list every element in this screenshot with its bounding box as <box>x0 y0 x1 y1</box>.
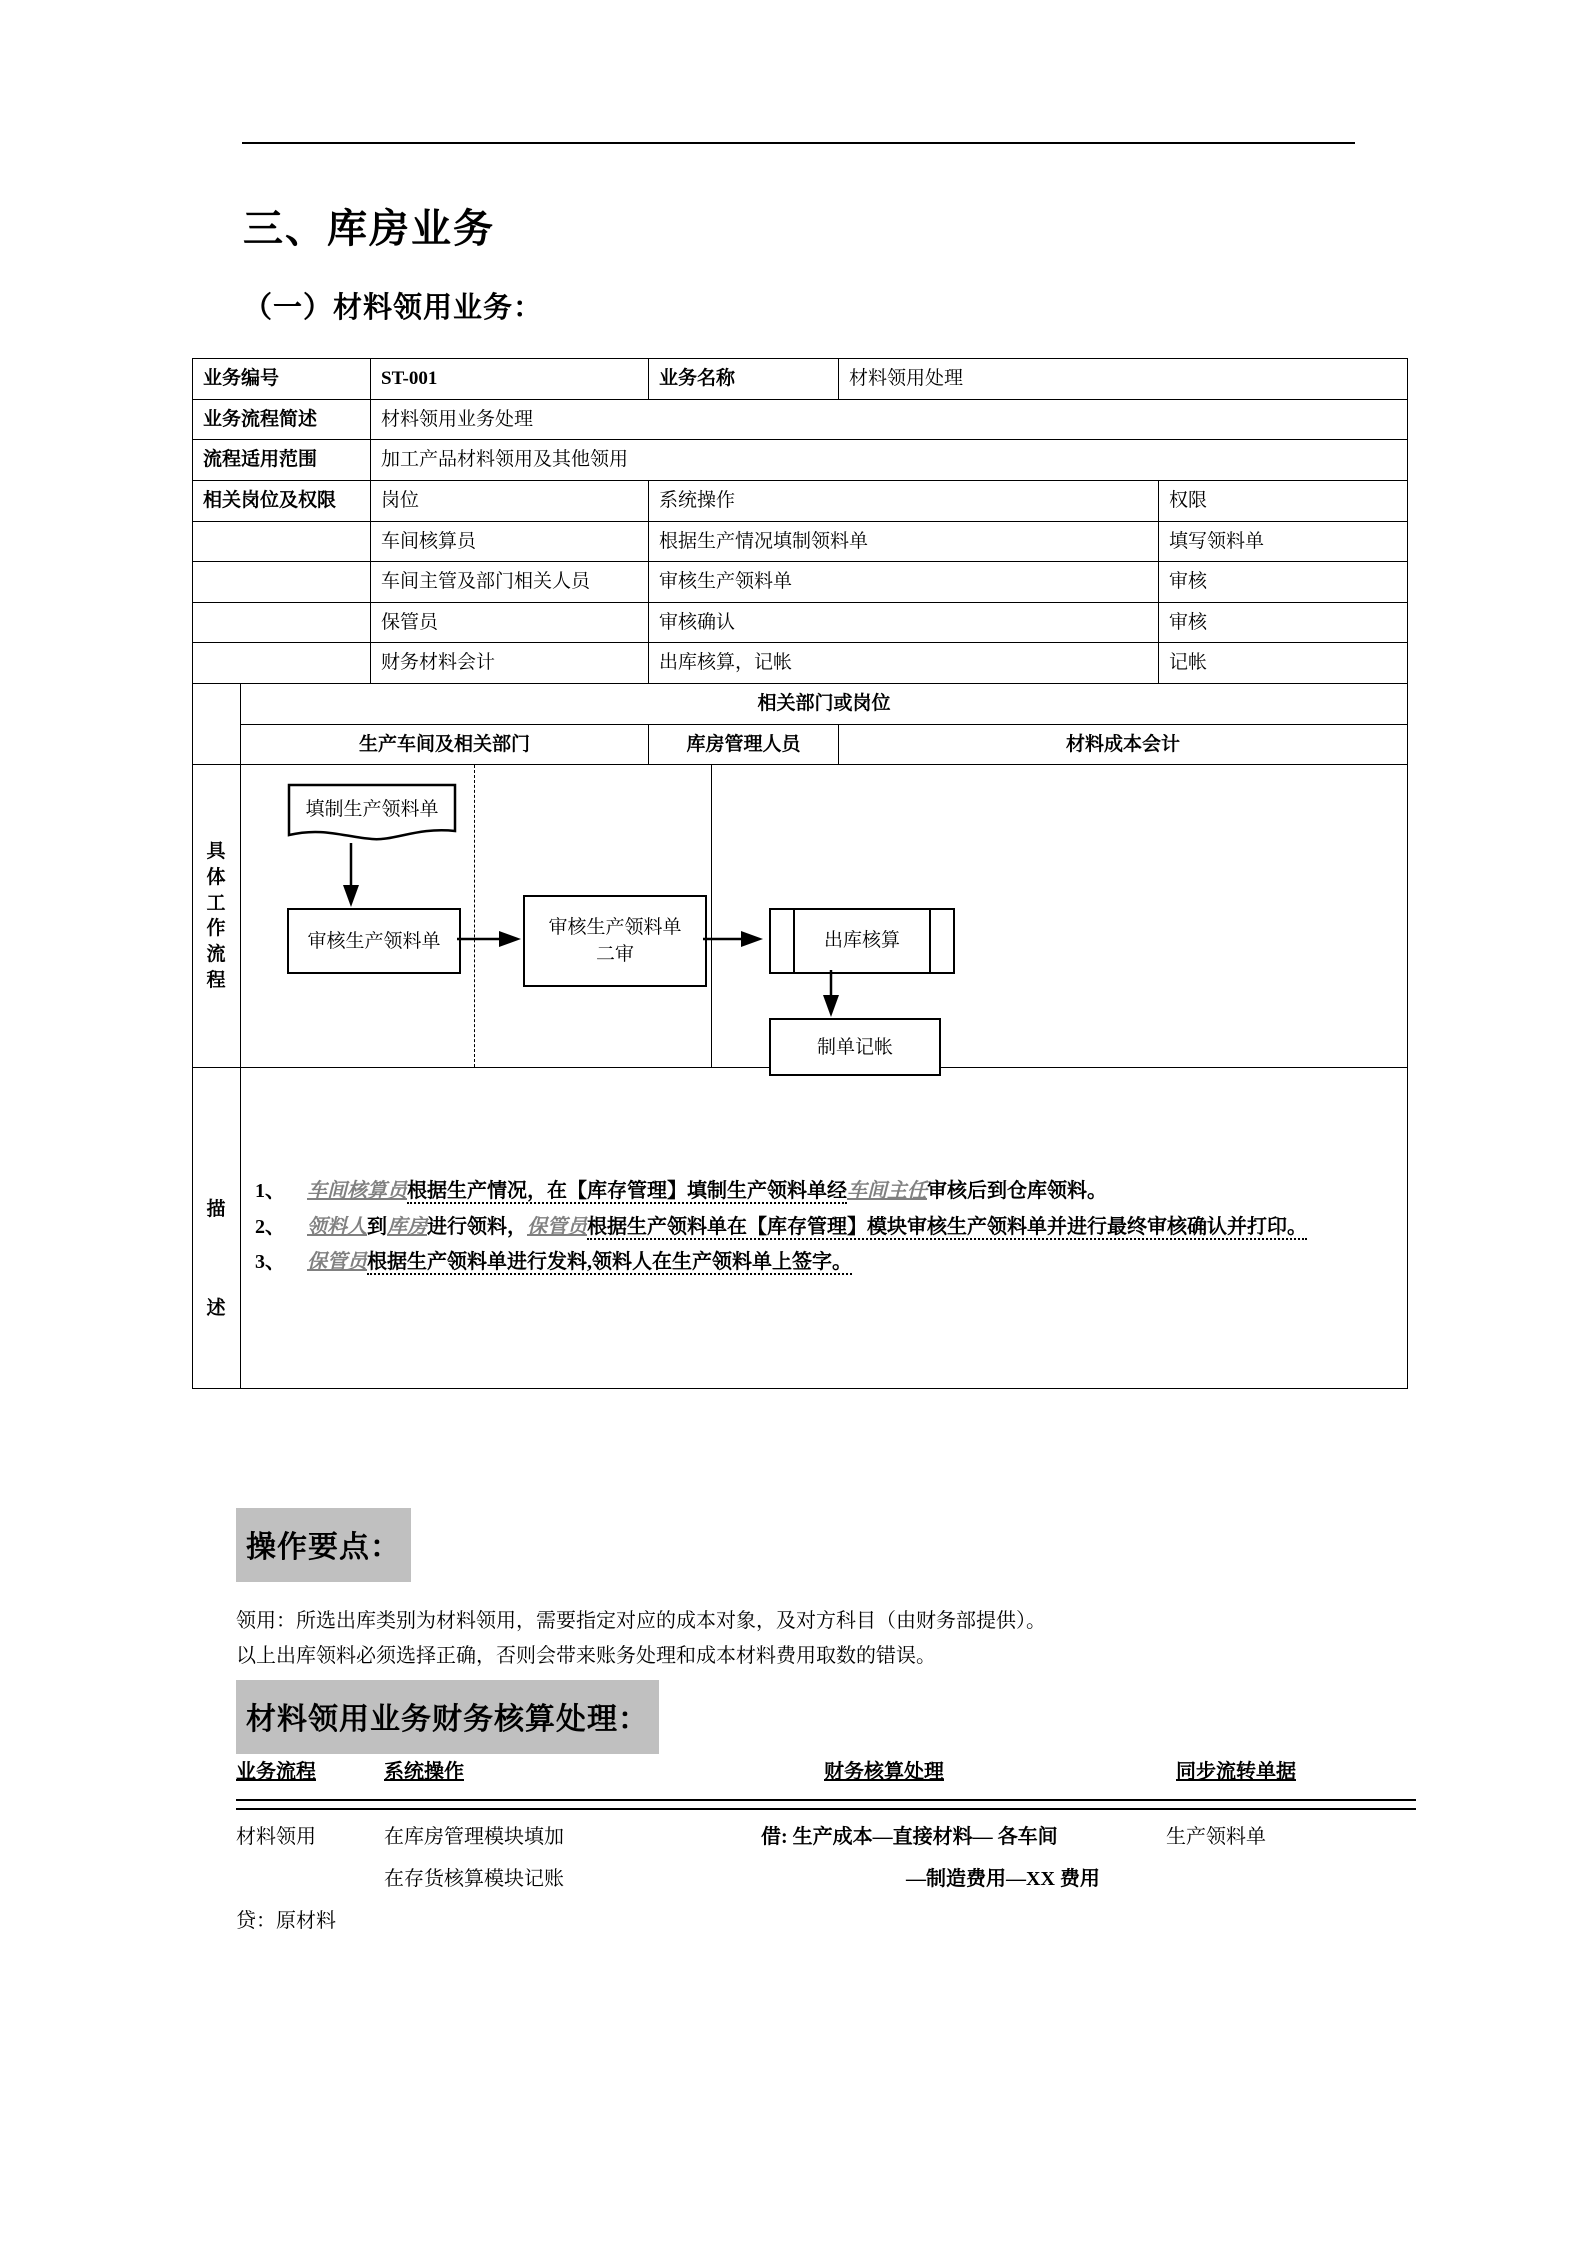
table-row-description <box>193 1068 1408 1389</box>
role-operation: 出库核算，记帐 <box>649 643 1159 684</box>
description-text: 根据生产情况，在【库存管理】填制生产领料单经 <box>407 1180 847 1203</box>
role-authority: 记帐 <box>1159 643 1408 684</box>
description-item-1 <box>255 1175 1395 1207</box>
table-row-roles-header <box>193 480 1408 521</box>
accounting-cell-process: 材料领用 <box>236 1824 316 1848</box>
table-row-code <box>193 359 1408 400</box>
role-post: 车间主管及部门相关人员 <box>371 562 649 603</box>
page-title: 三、库房业务 <box>243 206 495 252</box>
flow-node-label: 审核生产领料单 <box>307 930 441 952</box>
key-points-line-2: 以上出库领料必须选择正确，否则会带来账务处理和成本材料费用取数的错误。 <box>236 1643 936 1667</box>
description-text: 根据生产领料单进行发料,领料人在生产领料单上签字。 <box>367 1251 852 1274</box>
table-row-summary <box>193 399 1408 440</box>
flow-node-voucher <box>769 1018 941 1076</box>
description-text: 审核后到仓库领料。 <box>927 1180 1107 1203</box>
accounting-header-document: 同步流转单据 <box>1176 1759 1296 1783</box>
table-row-flowchart <box>193 765 1408 1068</box>
description-number: 3、 <box>255 1251 285 1274</box>
table-row <box>193 643 1408 684</box>
description-number: 2、 <box>255 1215 285 1238</box>
roles-header-authority: 权限 <box>1159 480 1408 521</box>
flow-node-label-line2: 二审 <box>595 944 634 966</box>
flowchart <box>241 765 1407 1067</box>
roles-header-operation: 系统操作 <box>649 480 1159 521</box>
label-roles-authority: 相关岗位及权限 <box>193 480 371 521</box>
label-work-flow: 具 体 工 作 流 程 <box>193 765 241 1068</box>
table-row <box>193 521 1408 562</box>
role-authority: 填写领料单 <box>1159 521 1408 562</box>
department-accounting: 材料成本会计 <box>839 724 1408 765</box>
accounting-credit-row <box>236 1904 1416 1946</box>
accounting-header-row <box>236 1755 1416 1795</box>
accounting-title: 材料领用业务财务核算处理： <box>236 1680 659 1754</box>
value-process-scope: 加工产品材料领用及其他领用 <box>371 440 1408 481</box>
key-points-line-1: 领用：所选出库类别为材料领用，需要指定对应的成本对象，及对方科目（由财务部提供）。 <box>236 1608 1046 1632</box>
accounting-row <box>236 1820 1416 1862</box>
roles-spacer <box>193 562 371 603</box>
roles-header-post: 岗位 <box>371 480 649 521</box>
accounting-cell-operation: 在存货核算模块记账 <box>384 1866 564 1890</box>
roles-spacer <box>193 602 371 643</box>
description-number: 1、 <box>255 1180 285 1203</box>
key-points-title: 操作要点： <box>236 1508 411 1582</box>
role-mention: 保管员 <box>527 1215 587 1238</box>
accounting-header-rule <box>236 1799 1416 1810</box>
role-post: 财务材料会计 <box>371 643 649 684</box>
label-business-name: 业务名称 <box>649 359 839 400</box>
role-post: 车间核算员 <box>371 521 649 562</box>
value-process-summary: 材料领用业务处理 <box>371 399 1408 440</box>
accounting-credit-line: 贷：原材料 <box>236 1908 336 1932</box>
description-text: 到 <box>367 1215 387 1238</box>
flow-node-label: 填制生产领料单 <box>305 799 439 821</box>
accounting-cell-document: 生产领料单 <box>1166 1824 1266 1848</box>
role-mention: 库房 <box>387 1215 427 1238</box>
table-row-departments-title <box>193 684 1408 725</box>
flowchart-area <box>241 765 1408 1068</box>
accounting-cell-treatment: —制造费用—XX 费用 <box>906 1868 1100 1890</box>
label-business-code: 业务编号 <box>193 359 371 400</box>
table-row-departments <box>193 724 1408 765</box>
role-authority: 审核 <box>1159 602 1408 643</box>
role-mention: 领料人 <box>307 1215 367 1238</box>
flow-node-review-2 <box>523 895 707 987</box>
header-divider <box>242 142 1355 144</box>
role-operation: 审核确认 <box>649 602 1159 643</box>
description-text: 进行领料， <box>427 1215 527 1238</box>
key-points-body <box>236 1603 1416 1673</box>
role-authority: 审核 <box>1159 562 1408 603</box>
description-item-2 <box>255 1211 1395 1243</box>
value-business-code: ST-001 <box>371 359 649 400</box>
label-description: 描 述 <box>193 1068 241 1389</box>
departments-title: 相关部门或岗位 <box>241 684 1408 725</box>
label-process-scope: 流程适用范围 <box>193 440 371 481</box>
accounting-cell-operation: 在库房管理模块填加 <box>384 1824 564 1848</box>
roles-spacer <box>193 521 371 562</box>
role-mention: 车间核算员 <box>307 1180 407 1203</box>
description-text: 根据生产领料单在【库存管理】模块审核生产领料单并进行最终审核确认并打印。 <box>587 1215 1307 1238</box>
role-post: 保管员 <box>371 602 649 643</box>
department-warehouse: 库房管理人员 <box>649 724 839 765</box>
value-business-name: 材料领用处理 <box>839 359 1408 400</box>
description-area <box>241 1068 1408 1389</box>
roles-spacer <box>193 643 371 684</box>
table-row <box>193 562 1408 603</box>
flow-node-label-line1: 审核生产领料单 <box>548 916 682 938</box>
section-subtitle: （一）材料领用业务： <box>243 292 544 324</box>
flow-node-label: 出库核算 <box>823 930 900 952</box>
accounting-header-process: 业务流程 <box>236 1759 316 1783</box>
role-mention: 保管员 <box>307 1251 367 1274</box>
description-item-3 <box>255 1246 1395 1278</box>
accounting-table <box>236 1755 1416 1946</box>
flow-node-review-1 <box>287 908 461 974</box>
label-process-summary: 业务流程简述 <box>193 399 371 440</box>
departments-spacer <box>193 684 241 765</box>
role-operation: 审核生产领料单 <box>649 562 1159 603</box>
accounting-header-treatment: 财务核算处理 <box>824 1759 944 1783</box>
department-production: 生产车间及相关部门 <box>241 724 649 765</box>
accounting-cell-treatment: 借: 生产成本—直接材料— 各车间 <box>761 1826 1058 1848</box>
accounting-header-operation: 系统操作 <box>384 1759 464 1783</box>
table-row-scope <box>193 440 1408 481</box>
accounting-row <box>236 1862 1416 1904</box>
role-operation: 根据生产情况填制领料单 <box>649 521 1159 562</box>
table-row <box>193 602 1408 643</box>
role-mention: 车间主任 <box>847 1180 927 1203</box>
business-process-table <box>192 358 1408 1389</box>
flow-node-label: 制单记帐 <box>816 1036 893 1058</box>
